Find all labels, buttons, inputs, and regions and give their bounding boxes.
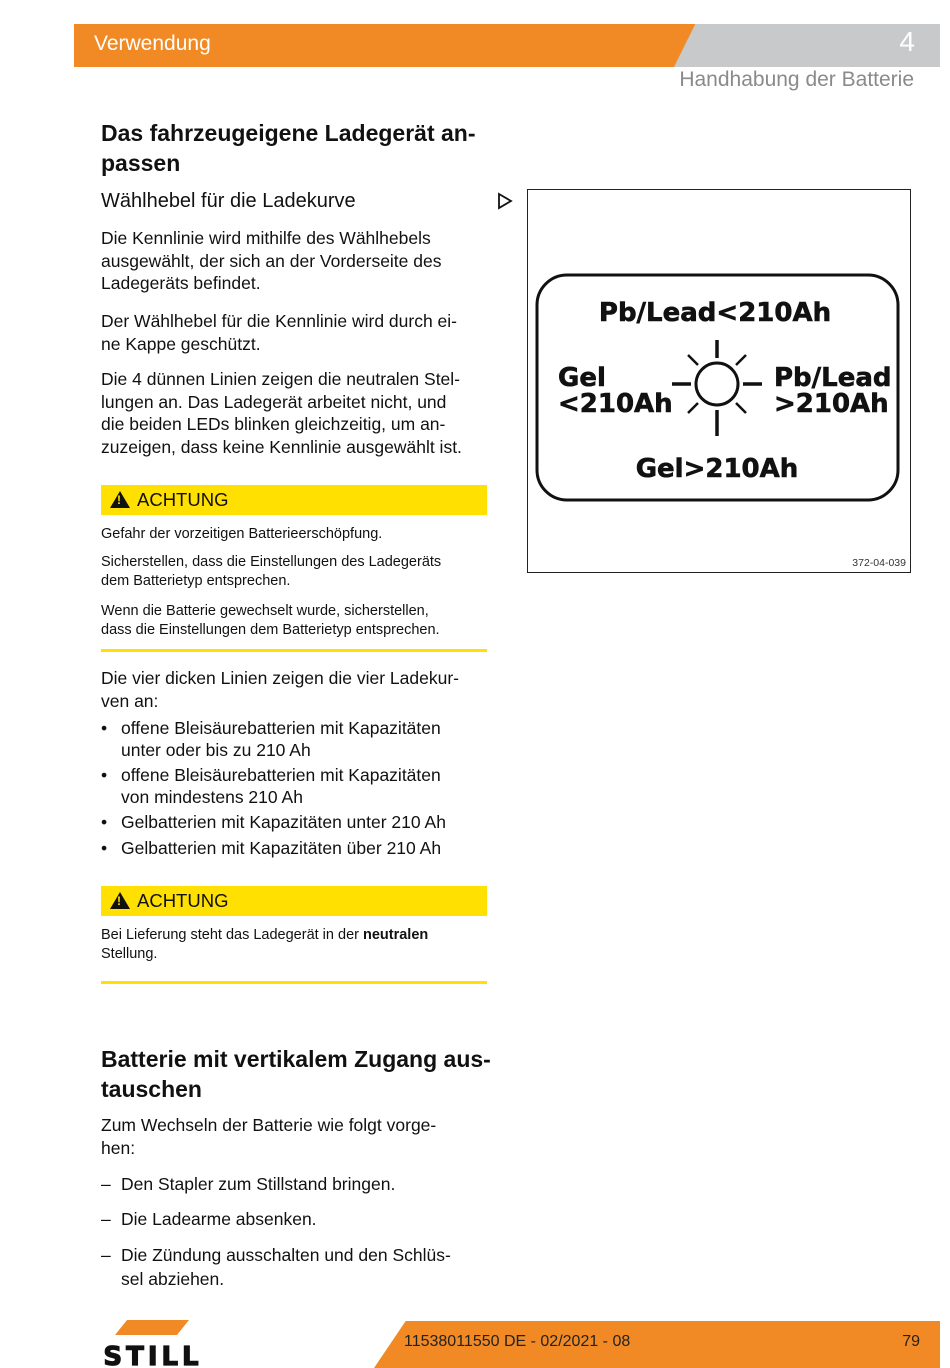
figure-code: 372-04-039 <box>852 557 906 569</box>
page-title: Das fahrzeugeigene Ladegerät an- <box>101 120 476 146</box>
list-item: • Gelbatterien mit Kapazitäten unter 210 Ah <box>101 812 446 832</box>
warning-text-2: Sicherstellen, dass die Einstellungen des Ladegeräts dem Batterietyp entsprechen. <box>101 554 442 589</box>
warning-header <box>101 485 487 515</box>
steps-list <box>101 1173 491 1291</box>
paragraph-2: Der Wählhebel für die Kennlinie wird durch ei- ne Kappe geschützt. <box>101 311 458 354</box>
section2-title: Batterie mit vertikalem Zugang aus- <box>101 1046 491 1072</box>
paragraph-1: Die Kennlinie wird mithilfe des Wählhebels ausgewählt, der sich an der Vorderseite des Ladegeräts befindet. <box>101 228 442 293</box>
still-logo <box>73 1320 233 1368</box>
warning-divider-2 <box>101 981 487 984</box>
label-gel-line1: Gel <box>558 363 606 393</box>
selector-knob-icon <box>672 340 762 436</box>
section1-heading <box>101 118 491 178</box>
document-reference: 11538011550 DE - 02/2021 - 08 <box>404 1333 631 1350</box>
warning-header-2 <box>101 886 487 916</box>
chapter-number: 4 <box>899 26 915 57</box>
list-item: • offene Bleisäurebatterien mit Kapazitäten unter oder bis zu 210 Ah <box>101 718 441 760</box>
figure-pointer-icon <box>497 192 513 210</box>
header-bar <box>74 24 940 67</box>
warning-label: ACHTUNG <box>137 489 229 510</box>
list-item: • Gelbatterien mit Kapazitäten über 210 Ah <box>101 838 442 858</box>
page-title-cont: passen <box>101 150 181 176</box>
page-number: 79 <box>902 1333 920 1350</box>
label-pb-lead-under: Pb/Lead<210Ah <box>598 298 832 328</box>
curves-intro: Die vier dicken Linien zeigen die vier Ladekur- ven an: <box>101 668 459 711</box>
selector-diagram <box>528 190 912 574</box>
section-title: Handhabung der Batterie <box>679 68 914 91</box>
warning-icon <box>110 491 130 508</box>
paragraph-3: Die 4 dünnen Linien zeigen die neutralen Stel- lungen an. Das Ladegerät arbeitet nicht, und die beiden LEDs blinken gleichzeitig, um an- zuzeigen, dass keine Kennlinie ausgewählt ist. <box>101 369 462 457</box>
section2-intro: Zum Wechseln der Batterie wie folgt vorge- hen: <box>101 1115 437 1158</box>
warning-divider <box>101 649 487 652</box>
list-item: – Den Stapler zum Stillstand bringen. <box>101 1174 396 1194</box>
warning2-text: Bei Lieferung steht das Ladegerät in der neutralen Stellung. <box>101 927 429 962</box>
logo-text: STILL <box>103 1342 203 1368</box>
list-item: – Die Zündung ausschalten und den Schlüs- sel abziehen. <box>101 1245 451 1289</box>
selector-figure <box>527 189 911 573</box>
label-gel-line2: <210Ah <box>558 389 673 419</box>
subsection-title: Wählhebel für die Ladekurve <box>101 190 356 212</box>
chapter-title: Verwendung <box>94 32 211 55</box>
warning-label: ACHTUNG <box>137 890 229 911</box>
label-pb-lead-over-line2: >210Ah <box>774 389 889 419</box>
warning-text-3: Wenn die Batterie gewechselt wurde, sicherstellen, dass die Einstellungen dem Batterietyp entsprechen. <box>101 603 440 638</box>
warning-icon <box>110 892 130 909</box>
section2-heading <box>101 1044 491 1104</box>
warning-text-1: Gefahr der vorzeitigen Batterieerschöpfung. <box>101 526 383 542</box>
list-item: • offene Bleisäurebatterien mit Kapazitäten von mindestens 210 Ah <box>101 765 441 807</box>
label-gel-over: Gel>210Ah <box>635 454 799 484</box>
curves-list <box>101 717 491 859</box>
list-item: – Die Ladearme absenken. <box>101 1209 317 1229</box>
section2-title-cont: tauschen <box>101 1076 202 1102</box>
label-pb-lead-over-line1: Pb/Lead <box>774 363 892 393</box>
